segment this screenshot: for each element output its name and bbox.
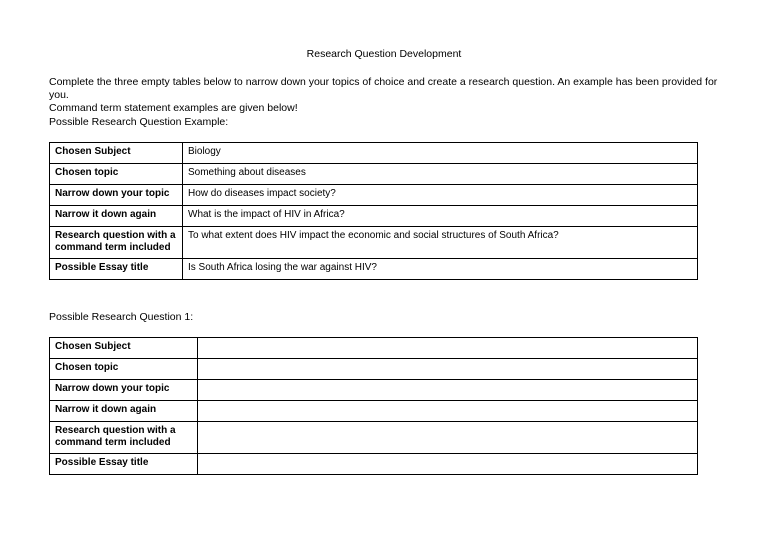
answer-cell[interactable] <box>198 401 698 422</box>
row-value: Something about diseases <box>183 164 698 185</box>
row-header: Chosen topic <box>50 359 198 380</box>
row-value: Is South Africa losing the war against HIV? <box>183 259 698 280</box>
question-1-table <box>49 337 698 475</box>
table-row <box>50 206 698 227</box>
answer-cell[interactable] <box>198 422 698 454</box>
row-header: Narrow down your topic <box>50 380 198 401</box>
answer-cell[interactable] <box>198 380 698 401</box>
table-row <box>50 164 698 185</box>
table-row <box>50 380 698 401</box>
row-value: Biology <box>183 143 698 164</box>
page-title: Research Question Development <box>306 48 462 60</box>
row-value: To what extent does HIV impact the economic and social structures of South Africa? <box>183 227 698 259</box>
row-header: Chosen topic <box>50 164 183 185</box>
row-header: Narrow down your topic <box>50 185 183 206</box>
instructions-line-2: Command term statement examples are given below! <box>49 102 298 114</box>
table-row <box>50 185 698 206</box>
row-header: Possible Essay title <box>50 454 198 475</box>
table-row <box>50 338 698 359</box>
answer-cell[interactable] <box>198 359 698 380</box>
answer-cell[interactable] <box>198 454 698 475</box>
row-header: Possible Essay title <box>50 259 183 280</box>
table-row <box>50 422 698 454</box>
row-header: Chosen Subject <box>50 338 198 359</box>
row-header: Research question with a command term included <box>50 227 183 259</box>
row-header: Narrow it down again <box>50 401 198 422</box>
answer-cell[interactable] <box>198 338 698 359</box>
row-value: What is the impact of HIV in Africa? <box>183 206 698 227</box>
table-row <box>50 359 698 380</box>
table-row <box>50 259 698 280</box>
row-header: Research question with a command term included <box>50 422 198 454</box>
table-row <box>50 454 698 475</box>
instructions-line-1: Complete the three empty tables below to narrow down your topics of choice and create a research question. An example has been provided for you. <box>49 76 718 101</box>
table-row <box>50 227 698 259</box>
table-row <box>50 143 698 164</box>
row-value: How do diseases impact society? <box>183 185 698 206</box>
example-label: Possible Research Question Example: <box>49 116 229 128</box>
row-header: Chosen Subject <box>50 143 183 164</box>
example-table <box>49 142 698 280</box>
table-row <box>50 401 698 422</box>
question-1-label: Possible Research Question 1: <box>49 311 194 323</box>
instructions <box>49 76 729 115</box>
row-header: Narrow it down again <box>50 206 183 227</box>
